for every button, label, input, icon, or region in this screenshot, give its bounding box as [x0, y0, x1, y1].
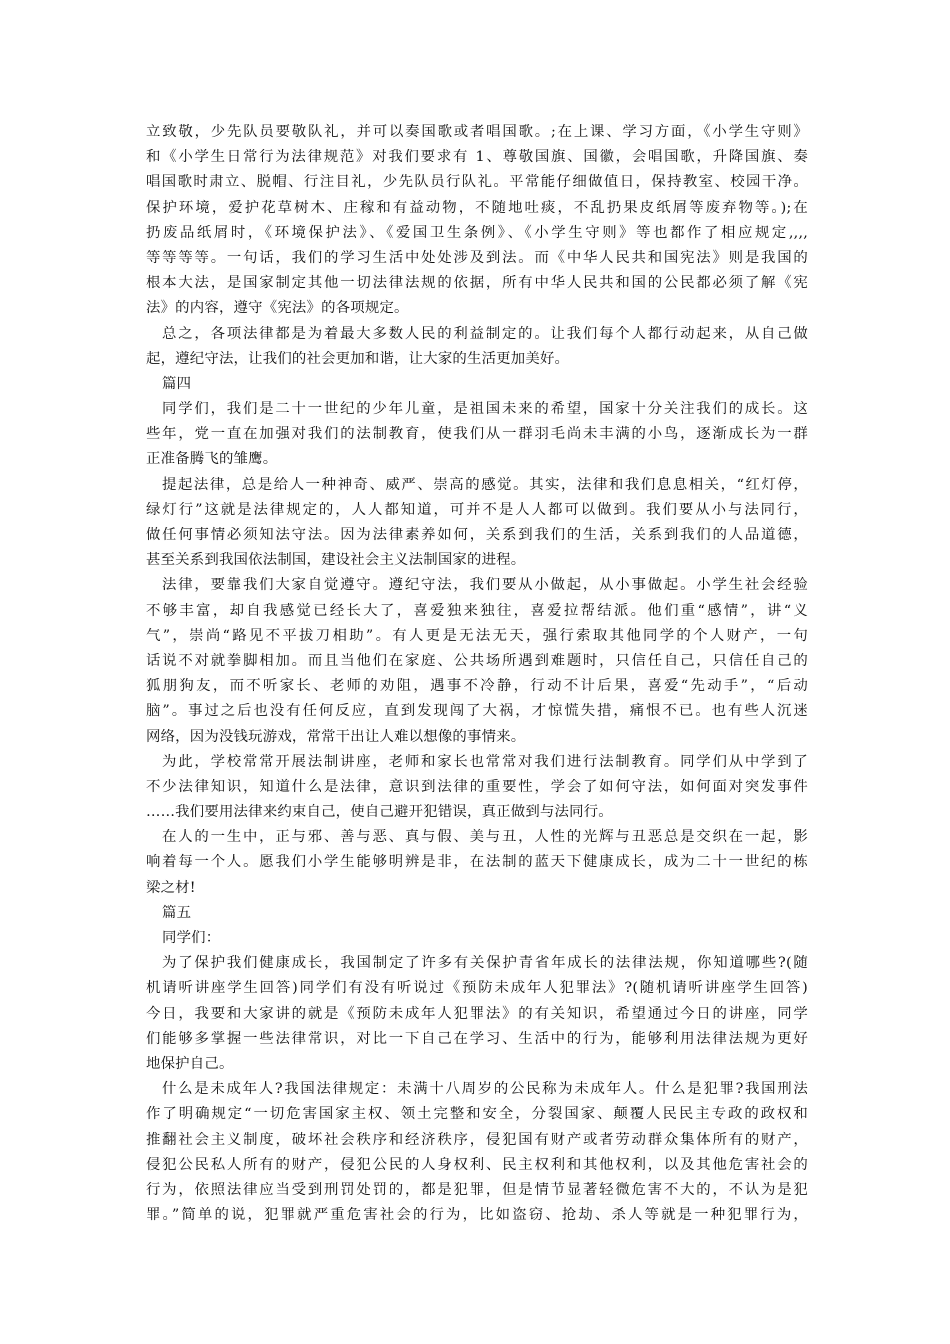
text-line: ……我们要用法律来约束自己，使自己避开犯错误，真正做到与法同行。 [146, 804, 613, 821]
text-line: 同学们： [162, 930, 221, 946]
document-body [146, 120, 808, 1228]
text-line: 总之，各项法律都是为着最大多数人民的利益制定的。让我们每个人都行动起来，从自己做 [162, 325, 808, 342]
text-line: 机请听讲座学生回答)同学们有没有听说过《预防未成年人犯罪法》?(随机请听讲座学生回答) [146, 980, 808, 997]
text-line: 今日，我要和大家讲的就是《预防未成年人犯罪法》的有关知识，希望通过今日的讲座，同学 [146, 1005, 808, 1022]
text-line: 狐朋狗友，而不听家长、老师的劝阻，遇事不冷静，行动不计后果，喜爱“先动手”，“后动 [146, 678, 808, 695]
text-line: 罪。”简单的说，犯罪就严重危害社会的行为，比如盗窃、抢劫、杀人等就是一种犯罪行为， [146, 1207, 808, 1224]
text-line: 地保护自己。 [146, 1055, 234, 1072]
text-line: 正准备腾飞的雏鹰。 [146, 451, 278, 468]
text-line: 篇四 [162, 375, 192, 392]
text-line: 侵犯公民私人所有的财产，侵犯公民的人身权利、民主权利和其他权利，以及其他危害社会的 [146, 1156, 808, 1173]
text-line: 在人的一生中，正与邪、善与恶、真与假、美与丑，人性的光辉与丑恶总是交织在一起，影 [162, 829, 808, 846]
text-line: 法律，要靠我们大家自觉遵守。遵纪守法，我们要从小做起，从小事做起。小学生社会经验 [162, 577, 808, 594]
text-line: 脑”。事过之后也没有任何反应，直到发现闯了大祸，才惊慌失措，痛恨不已。也有些人沉迷 [146, 703, 808, 720]
text-line: 为了保护我们健康成长，我国制定了许多有关保护青省年成长的法律法规，你知道哪些?(随 [162, 955, 808, 972]
text-line: 扔废品纸屑时，《环境保护法》、《爱国卫生条例》、《小学生守则》等也都作了相应规定,,,, [146, 224, 808, 241]
text-line: 起，遵纪守法，让我们的社会更加和谐，让大家的生活更加美好。 [146, 350, 570, 367]
text-line: 和《小学生日常行为法律规范》对我们要求有 1、尊敬国旗、国徽，会唱国歌，升降国旗、奏 [146, 149, 808, 166]
text-line: 保护环境，爱护花草树木、庄稼和有益动物，不随地吐痰，不乱扔果皮纸屑等废弃物等。);在 [146, 199, 808, 216]
text-line: 梁之材! [146, 879, 196, 896]
text-line: 根本大法，是国家制定其他一切法律法规的依据，所有中华人民共和国的公民都必须了解《宪 [146, 275, 808, 292]
text-line: 们能够多掌握一些法律常识，对比一下自己在学习、生活中的行为，能够利用法律法规为更好 [146, 1030, 808, 1047]
text-line: 为此，学校常常开展法制讲座，老师和家长也常常对我们进行法制教育。同学们从中学到了 [162, 753, 808, 770]
text-line: 气”，崇尚“路见不平拔刀相助”。有人更是无法无天，强行索取其他同学的个人财产，一句 [146, 627, 808, 644]
text-line: 法》的内容，遵守《宪法》的各项规定。 [146, 300, 409, 317]
text-line: 行为，依照法律应当受到刑罚处罚的，都是犯罪，但是情节显著轻微危害不大的，不认为是犯 [146, 1181, 808, 1198]
text-line: 不够丰富，却自我感觉已经长大了，喜爱独来独往，喜爱拉帮结派。他们重“感情”，讲“义 [146, 602, 808, 619]
text-line: 甚至关系到我国依法制国，建设社会主义法制国家的进程。 [146, 552, 526, 569]
text-line: 网络，因为没钱玩游戏，常常干出让人难以想像的事情来。 [146, 728, 526, 745]
text-line: 些年，党一直在加强对我们的法制教育，使我们从一群羽毛尚未丰满的小鸟，逐渐成长为一群 [146, 426, 808, 443]
text-line: 推翻社会主义制度，破坏社会秩序和经济秩序，侵犯国有财产或者劳动群众集体所有的财产， [146, 1131, 808, 1148]
text-line: 做任何事情必须知法守法。因为法律素养如何，关系到我们的生活，关系到我们的人品道德， [146, 527, 808, 543]
text-line: 立致敬，少先队员要敬队礼，并可以奏国歌或者唱国歌。;在上课、学习方面，《小学生守则》 [146, 124, 808, 140]
text-line: 话说不对就拳脚相加。而且当他们在家庭、公共场所遇到难题时，只信任自己，只信任自己的 [146, 652, 808, 669]
text-line: 不少法律知识，知道什么是法律，意识到法律的重要性，学会了如何守法，如何面对突发事件 [146, 778, 808, 795]
text-line: 同学们，我们是二十一世纪的少年儿童，是祖国未来的希望，国家十分关注我们的成长。这 [162, 401, 808, 418]
text-line: 篇五 [162, 904, 192, 921]
text-line: 等等等等。一句话，我们的学习生活中处处涉及到法。而《中华人民共和国宪法》则是我国的 [146, 249, 808, 266]
text-line: 提起法律，总是给人一种神奇、威严、崇高的感觉。其实，法律和我们息息相关，“红灯停， [162, 476, 808, 493]
text-line: 唱国歌时肃立、脱帽、行注目礼，少先队员行队礼。平常能仔细做值日，保持教室、校园干净。 [146, 174, 808, 191]
text-line: 响着每一个人。愿我们小学生能够明辨是非，在法制的蓝天下健康成长，成为二十一世纪的栋 [146, 854, 808, 871]
text-line: 绿灯行”这就是法律规定的，人人都知道，可并不是人人都可以做到。我们要从小与法同行， [146, 501, 808, 518]
text-line: 什么是未成年人?我国法律规定：未满十八周岁的公民称为未成年人。什么是犯罪?我国刑法 [162, 1081, 808, 1098]
text-line: 作了明确规定“一切危害国家主权、领土完整和安全，分裂国家、颠覆人民民主专政的政权和 [146, 1106, 808, 1123]
